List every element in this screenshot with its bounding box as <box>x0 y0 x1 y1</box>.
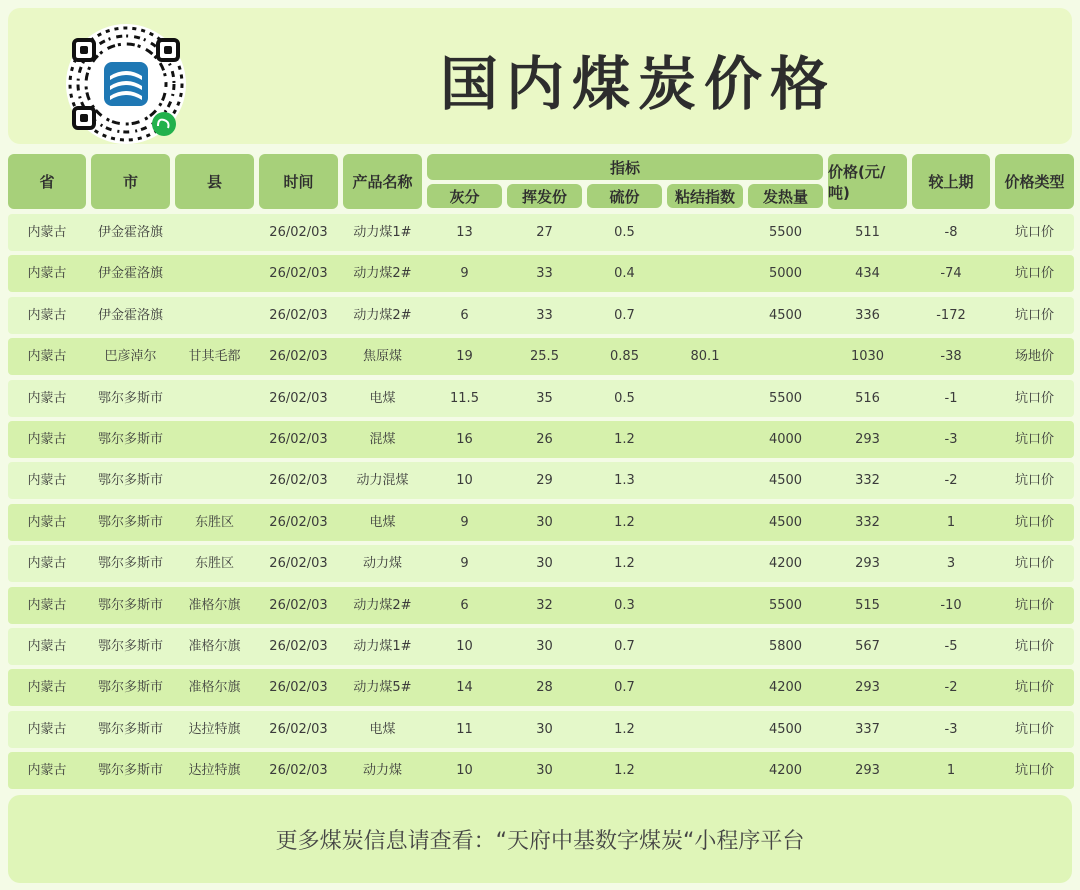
table-row <box>8 255 1074 292</box>
cell-price-type: 坑口价 <box>1014 680 1054 696</box>
header-sulfur: 硫份 <box>587 184 662 208</box>
cell-province: 内蒙古 <box>27 639 67 654</box>
cell-price: 515 <box>855 597 880 613</box>
cell-change: 1 <box>946 514 956 530</box>
cell-caking <box>667 380 743 417</box>
cell-change: -8 <box>944 225 958 240</box>
cell-product: 动力煤5# <box>353 680 412 696</box>
cell-province: 内蒙古 <box>27 514 67 530</box>
cell-price-type: 坑口价 <box>1014 721 1054 737</box>
cell-volatile: 30 <box>536 639 553 654</box>
cell-product: 动力煤2# <box>353 597 412 613</box>
cell-calorific: 4000 <box>768 432 803 447</box>
cell-volatile: 32 <box>536 597 553 613</box>
cell-sulfur: 0.3 <box>614 597 635 613</box>
cell-price: 293 <box>855 432 880 447</box>
cell-product: 混煤 <box>369 432 396 447</box>
table-row <box>8 297 1074 334</box>
cell-ash: 19 <box>456 349 473 365</box>
cell-county: 东胜区 <box>194 514 234 530</box>
cell-city: 鄂尔多斯市 <box>97 514 163 530</box>
header-product: 产品名称 <box>343 154 422 209</box>
cell-volatile: 28 <box>536 680 553 696</box>
page-title: 国内煤炭价格 <box>439 50 836 118</box>
header-time: 时间 <box>259 154 338 209</box>
cell-calorific: 5500 <box>768 390 803 406</box>
cell-volatile: 27 <box>536 225 553 240</box>
cell-time: 26/02/03 <box>269 349 328 365</box>
cell-county: 达拉特旗 <box>188 763 241 779</box>
mini-program-qr-code-icon[interactable] <box>60 22 192 146</box>
cell-caking <box>667 669 743 706</box>
header-indicators: 指标 <box>427 154 823 180</box>
cell-province: 内蒙古 <box>27 556 67 572</box>
cell-province: 内蒙古 <box>27 307 67 323</box>
cell-calorific: 4500 <box>768 473 803 489</box>
cell-county: 达拉特旗 <box>188 721 241 737</box>
footer-text: 更多煤炭信息请查看：“天府中基数字煤炭“小程序平台 <box>275 828 805 854</box>
cell-city: 鄂尔多斯市 <box>97 680 163 696</box>
cell-change: -38 <box>940 349 962 365</box>
cell-calorific: 4500 <box>768 514 803 530</box>
cell-sulfur: 1.3 <box>614 473 635 489</box>
cell-price: 434 <box>855 266 880 282</box>
header-change: 较上期 <box>912 154 990 209</box>
header-price-type: 价格类型 <box>995 154 1074 209</box>
cell-caking <box>667 752 743 789</box>
cell-calorific <box>748 338 823 375</box>
cell-change: 3 <box>946 556 956 572</box>
footer-banner <box>8 795 1072 883</box>
cell-province: 内蒙古 <box>27 225 67 240</box>
cell-time: 26/02/03 <box>269 473 328 489</box>
cell-time: 26/02/03 <box>269 390 328 406</box>
cell-caking <box>667 214 743 251</box>
table-row <box>8 587 1074 624</box>
header-county: 县 <box>175 154 254 209</box>
cell-price-type: 坑口价 <box>1014 597 1054 613</box>
cell-volatile: 30 <box>536 721 553 737</box>
cell-city: 伊金霍洛旗 <box>97 266 163 282</box>
cell-ash: 10 <box>456 763 473 779</box>
cell-calorific: 5800 <box>768 639 803 654</box>
cell-price-type: 坑口价 <box>1014 473 1054 489</box>
cell-county: 东胜区 <box>194 556 234 572</box>
cell-volatile: 33 <box>536 266 553 282</box>
cell-ash: 11.5 <box>450 390 479 406</box>
cell-city: 鄂尔多斯市 <box>97 390 163 406</box>
cell-city: 巴彦淖尔 <box>104 349 157 365</box>
cell-change: -2 <box>944 680 958 696</box>
cell-province: 内蒙古 <box>27 680 67 696</box>
cell-product: 动力煤1# <box>353 639 412 654</box>
table-row <box>8 338 1074 375</box>
cell-city: 鄂尔多斯市 <box>97 639 163 654</box>
header-calorific: 发热量 <box>748 184 823 208</box>
title-banner <box>8 8 1072 144</box>
cell-city: 鄂尔多斯市 <box>97 432 163 447</box>
cell-caking <box>667 255 743 292</box>
cell-sulfur: 0.85 <box>610 349 639 365</box>
cell-sulfur: 1.2 <box>614 721 635 737</box>
cell-price: 337 <box>855 721 880 737</box>
cell-product: 动力煤 <box>362 556 402 572</box>
cell-change: -3 <box>944 432 958 447</box>
table-row <box>8 752 1074 789</box>
cell-price-type: 坑口价 <box>1014 514 1054 530</box>
cell-change: -1 <box>944 390 958 406</box>
cell-time: 26/02/03 <box>269 514 328 530</box>
cell-product: 电煤 <box>369 514 396 530</box>
cell-caking: 80.1 <box>690 349 720 365</box>
cell-sulfur: 0.7 <box>614 639 635 654</box>
table-row <box>8 628 1074 665</box>
cell-sulfur: 0.7 <box>614 307 635 323</box>
cell-price-type: 坑口价 <box>1014 763 1054 779</box>
cell-city: 伊金霍洛旗 <box>97 225 163 240</box>
cell-change: -172 <box>936 307 966 323</box>
cell-price: 293 <box>855 556 880 572</box>
cell-ash: 9 <box>460 266 469 282</box>
cell-price-type: 坑口价 <box>1014 432 1054 447</box>
cell-calorific: 4200 <box>768 556 803 572</box>
cell-county: 甘其毛都 <box>188 349 241 365</box>
header-price: 价格(元/吨) <box>828 154 907 209</box>
table-row <box>8 504 1074 541</box>
cell-ash: 14 <box>456 680 473 696</box>
cell-caking <box>667 587 743 624</box>
cell-change: -3 <box>944 721 958 737</box>
cell-volatile: 35 <box>536 390 553 406</box>
cell-price: 293 <box>855 763 880 779</box>
cell-volatile: 29 <box>536 473 553 489</box>
table-row <box>8 711 1074 748</box>
cell-price-type: 坑口价 <box>1014 390 1054 406</box>
cell-sulfur: 0.5 <box>614 225 635 240</box>
cell-calorific: 4500 <box>768 307 803 323</box>
cell-time: 26/02/03 <box>269 307 328 323</box>
cell-county <box>175 214 254 251</box>
header-city: 市 <box>91 154 170 209</box>
cell-caking <box>667 462 743 499</box>
cell-sulfur: 1.2 <box>614 432 635 447</box>
cell-product: 动力煤1# <box>353 225 412 240</box>
cell-time: 26/02/03 <box>269 721 328 737</box>
cell-county <box>175 297 254 334</box>
cell-province: 内蒙古 <box>27 390 67 406</box>
cell-city: 伊金霍洛旗 <box>97 307 163 323</box>
cell-county: 准格尔旗 <box>188 597 241 613</box>
cell-price: 332 <box>855 514 880 530</box>
cell-province: 内蒙古 <box>27 266 67 282</box>
table-row <box>8 421 1074 458</box>
cell-time: 26/02/03 <box>269 225 328 240</box>
cell-caking <box>667 628 743 665</box>
table-row <box>8 669 1074 706</box>
cell-volatile: 30 <box>536 514 553 530</box>
cell-province: 内蒙古 <box>27 763 67 779</box>
cell-calorific: 5500 <box>768 225 803 240</box>
cell-ash: 6 <box>460 307 469 323</box>
cell-county: 准格尔旗 <box>188 639 241 654</box>
cell-change: 1 <box>946 763 956 779</box>
header-volatile: 挥发份 <box>507 184 582 208</box>
cell-county <box>175 421 254 458</box>
cell-calorific: 4500 <box>768 721 803 737</box>
cell-time: 26/02/03 <box>269 680 328 696</box>
cell-province: 内蒙古 <box>27 432 67 447</box>
cell-ash: 10 <box>456 473 473 489</box>
cell-volatile: 26 <box>536 432 553 447</box>
header-ash: 灰分 <box>427 184 502 208</box>
cell-calorific: 4200 <box>768 680 803 696</box>
table-row <box>8 380 1074 417</box>
cell-price-type: 坑口价 <box>1014 225 1054 240</box>
cell-change: -74 <box>940 266 962 282</box>
cell-time: 26/02/03 <box>269 597 328 613</box>
cell-calorific: 5500 <box>768 597 803 613</box>
cell-calorific: 4200 <box>768 763 803 779</box>
table-row <box>8 462 1074 499</box>
cell-province: 内蒙古 <box>27 349 67 365</box>
cell-price-type: 场地价 <box>1014 349 1054 365</box>
table-row <box>8 545 1074 582</box>
header-province: 省 <box>8 154 86 209</box>
cell-product: 焦原煤 <box>362 349 402 365</box>
cell-province: 内蒙古 <box>27 721 67 737</box>
cell-product: 动力煤2# <box>353 307 412 323</box>
cell-province: 内蒙古 <box>27 473 67 489</box>
cell-county <box>175 255 254 292</box>
cell-sulfur: 1.2 <box>614 556 635 572</box>
cell-change: -5 <box>944 639 958 654</box>
cell-ash: 10 <box>456 639 473 654</box>
cell-time: 26/02/03 <box>269 556 328 572</box>
cell-caking <box>667 711 743 748</box>
cell-ash: 6 <box>460 597 469 613</box>
cell-price-type: 坑口价 <box>1014 639 1054 654</box>
cell-price: 332 <box>855 473 880 489</box>
cell-county <box>175 380 254 417</box>
cell-product: 动力煤 <box>362 763 402 779</box>
cell-volatile: 33 <box>536 307 553 323</box>
cell-price-type: 坑口价 <box>1014 307 1054 323</box>
cell-sulfur: 0.7 <box>614 680 635 696</box>
cell-price: 567 <box>855 639 880 654</box>
header-caking-index: 粘结指数 <box>667 184 743 208</box>
cell-price: 516 <box>855 390 880 406</box>
cell-price: 293 <box>855 680 880 696</box>
cell-county: 准格尔旗 <box>188 680 241 696</box>
cell-volatile: 30 <box>536 763 553 779</box>
cell-sulfur: 0.5 <box>614 390 635 406</box>
cell-caking <box>667 545 743 582</box>
cell-time: 26/02/03 <box>269 266 328 282</box>
cell-city: 鄂尔多斯市 <box>97 597 163 613</box>
cell-province: 内蒙古 <box>27 597 67 613</box>
cell-time: 26/02/03 <box>269 639 328 654</box>
table-row <box>8 214 1074 251</box>
cell-ash: 13 <box>456 225 473 240</box>
cell-city: 鄂尔多斯市 <box>97 721 163 737</box>
cell-sulfur: 0.4 <box>614 266 635 282</box>
cell-ash: 9 <box>460 514 469 530</box>
cell-price-type: 坑口价 <box>1014 266 1054 282</box>
cell-ash: 16 <box>456 432 473 447</box>
cell-sulfur: 1.2 <box>614 514 635 530</box>
cell-price-type: 坑口价 <box>1014 556 1054 572</box>
cell-change: -10 <box>940 597 962 613</box>
cell-time: 26/02/03 <box>269 763 328 779</box>
cell-caking <box>667 297 743 334</box>
cell-ash: 9 <box>460 556 469 572</box>
cell-change: -2 <box>944 473 958 489</box>
cell-caking <box>667 421 743 458</box>
cell-caking <box>667 504 743 541</box>
cell-product: 电煤 <box>369 390 396 406</box>
cell-price: 511 <box>855 225 880 240</box>
cell-city: 鄂尔多斯市 <box>97 763 163 779</box>
cell-product: 动力煤2# <box>353 266 412 282</box>
cell-product: 动力混煤 <box>356 473 409 489</box>
cell-sulfur: 1.2 <box>614 763 635 779</box>
cell-city: 鄂尔多斯市 <box>97 556 163 572</box>
cell-time: 26/02/03 <box>269 432 328 447</box>
cell-volatile: 30 <box>536 556 553 572</box>
cell-price: 336 <box>855 307 880 323</box>
cell-volatile: 25.5 <box>530 349 559 365</box>
cell-price: 1030 <box>850 349 885 365</box>
cell-product: 电煤 <box>369 721 396 737</box>
cell-ash: 11 <box>456 721 473 737</box>
cell-calorific: 5000 <box>768 266 803 282</box>
cell-city: 鄂尔多斯市 <box>97 473 163 489</box>
cell-county <box>175 462 254 499</box>
